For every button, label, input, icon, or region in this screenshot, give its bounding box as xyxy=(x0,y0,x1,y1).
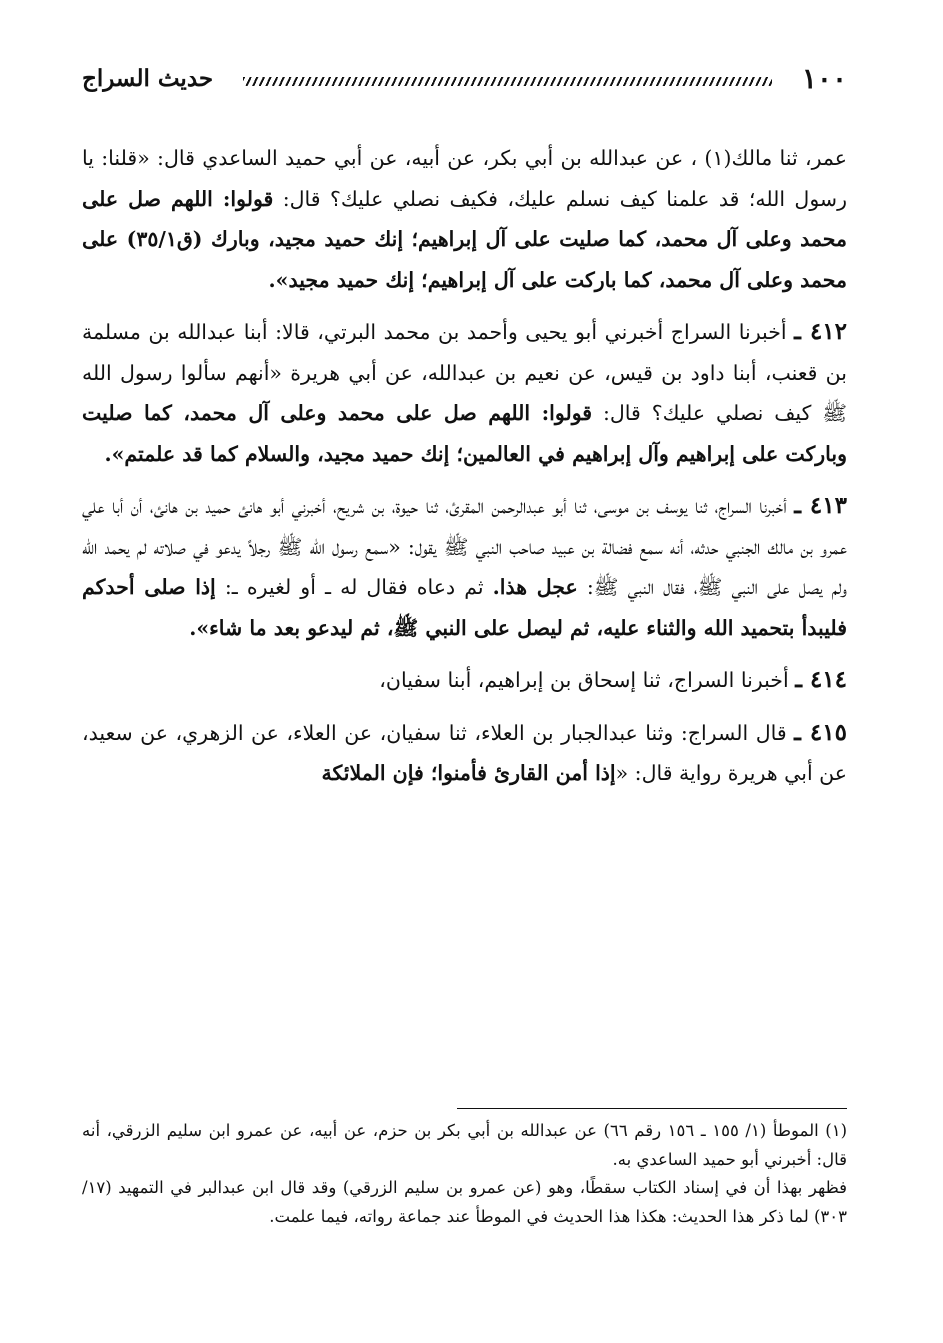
footnotes xyxy=(82,1108,847,1231)
hadith-number: ٤١٣ ـ xyxy=(794,492,847,519)
paragraph-bold-text: قولوا: اللهم صل على محمد وعلى آل محمد، كما صليت على آل إبراهيم؛ إنك حميد مجيد، وبارك (ق٣٥/١) على محمد وعلى آل محمد، كما باركت على آل إبراهيم؛ إنك حميد مجيد». xyxy=(82,186,847,292)
paragraph-text: أخبرنا السراج أخبرني أبو يحيى وأحمد بن محمد البرتي، قالا: أبنا عبدالله بن مسلمة بن قعنب، أبنا داود بن قيس، عن نعيم بن عبدالله، عن أبي هريرة «أنهم سألوا رسول الله ﷺ كيف نصلي عليك؟ قال: xyxy=(82,320,848,425)
footnote-text xyxy=(82,1117,847,1231)
footnote-rule xyxy=(457,1108,847,1109)
paragraph-text: أخبرنا السراج، ثنا إسحاق بن إبراهيم، أبنا سفيان، xyxy=(379,668,789,692)
paragraph-text: عمر، ثنا مالك(١) ، عن عبدالله بن أبي بكر، عن أبيه، عن أبي حميد الساعدي قال: «قلنا: يا رسول الله؛ قد علمنا كيف نسلم عليك، فكيف نصلي عليك؟ قال: xyxy=(82,146,847,211)
footnote-1: (١) الموطأ (١/ ١٥٥ ـ ١٥٦ رقم ٦٦) عن عبدالله بن أبي بكر بن حزم، عن أبيه، عن عمرو ابن سليم الزرقي، أنه قال: أخبرني أبو حميد الساعدي به. xyxy=(82,1121,848,1169)
hadith-415 xyxy=(82,713,847,794)
paragraph-bold-text: عجل هذا. xyxy=(492,575,578,599)
paragraph-bold-text: قولوا: اللهم صل على محمد وعلى آل محمد، كما صليت وباركت على إبراهيم وآل إبراهيم في العالمين؛ إنك حميد مجيد، والسلام كما قد علمتم». xyxy=(82,401,847,466)
header-rule xyxy=(243,77,772,86)
paragraph-continuation xyxy=(82,138,847,300)
footnote-1-continuation: فظهر بهذا أن في إسناد الكتاب سقطًا، وهو (عن عمرو بن سليم الزرقي) وقد قال ابن عبدالبر في التمهيد (١٧/ ٣٠٣) لما ذكر هذا الحديث: هكذا هذا الحديث في الموطأ عند جماعة رواته، فيما علمت. xyxy=(82,1178,847,1226)
book-title: حديث السراج xyxy=(82,64,214,92)
hadith-number: ٤١٥ ـ xyxy=(794,718,847,746)
paragraph-bold-text: إذا أمن القارئ فأمنوا؛ فإن الملائكة xyxy=(321,761,616,785)
page-number: ١٠٠ xyxy=(801,61,847,95)
hadith-414 xyxy=(82,660,847,701)
running-header xyxy=(82,58,847,98)
hadith-number: ٤١٤ ـ xyxy=(795,666,847,693)
paragraph-bold-tail: إذا صلى أحدكم فليبدأ بتحميد الله والثناء عليه، ثم ليصل على النبي ﷺ، ثم ليدعو بعد ما شاء». xyxy=(82,575,847,640)
main-text xyxy=(82,138,847,794)
hadith-413 xyxy=(82,486,847,648)
paragraph-text: أخبرنا السراج، ثنا يوسف بن موسى، ثنا أبو عبدالرحمن المقرئ، ثنا حيوة، بن شريح، أخبرني أبو هانئ حميد بن هانئ، أن أبا علي عمرو بن مالك الجنبي حدثه، أنه سمع فضالة بن عبيد صاحب النبي ﷺ يقول: «سمع رسول الله ﷺ رجلاً يدعو في صلاته لم يحمد الله ولم يصل على النبي ﷺ، فقال النبي ﷺ: xyxy=(82,494,848,599)
paragraph-text: قال السراج: وثنا عبدالجبار بن العلاء، ثنا سفيان، عن العلاء، عن الزهري، عن سعيد، عن أبي هريرة رواية قال: « xyxy=(82,720,847,785)
hadith-412 xyxy=(82,312,847,474)
hadith-number: ٤١٢ ـ xyxy=(794,318,847,345)
paragraph-text-tail: ثم دعاه فقال له ـ أو لغيره ـ: xyxy=(215,575,493,599)
